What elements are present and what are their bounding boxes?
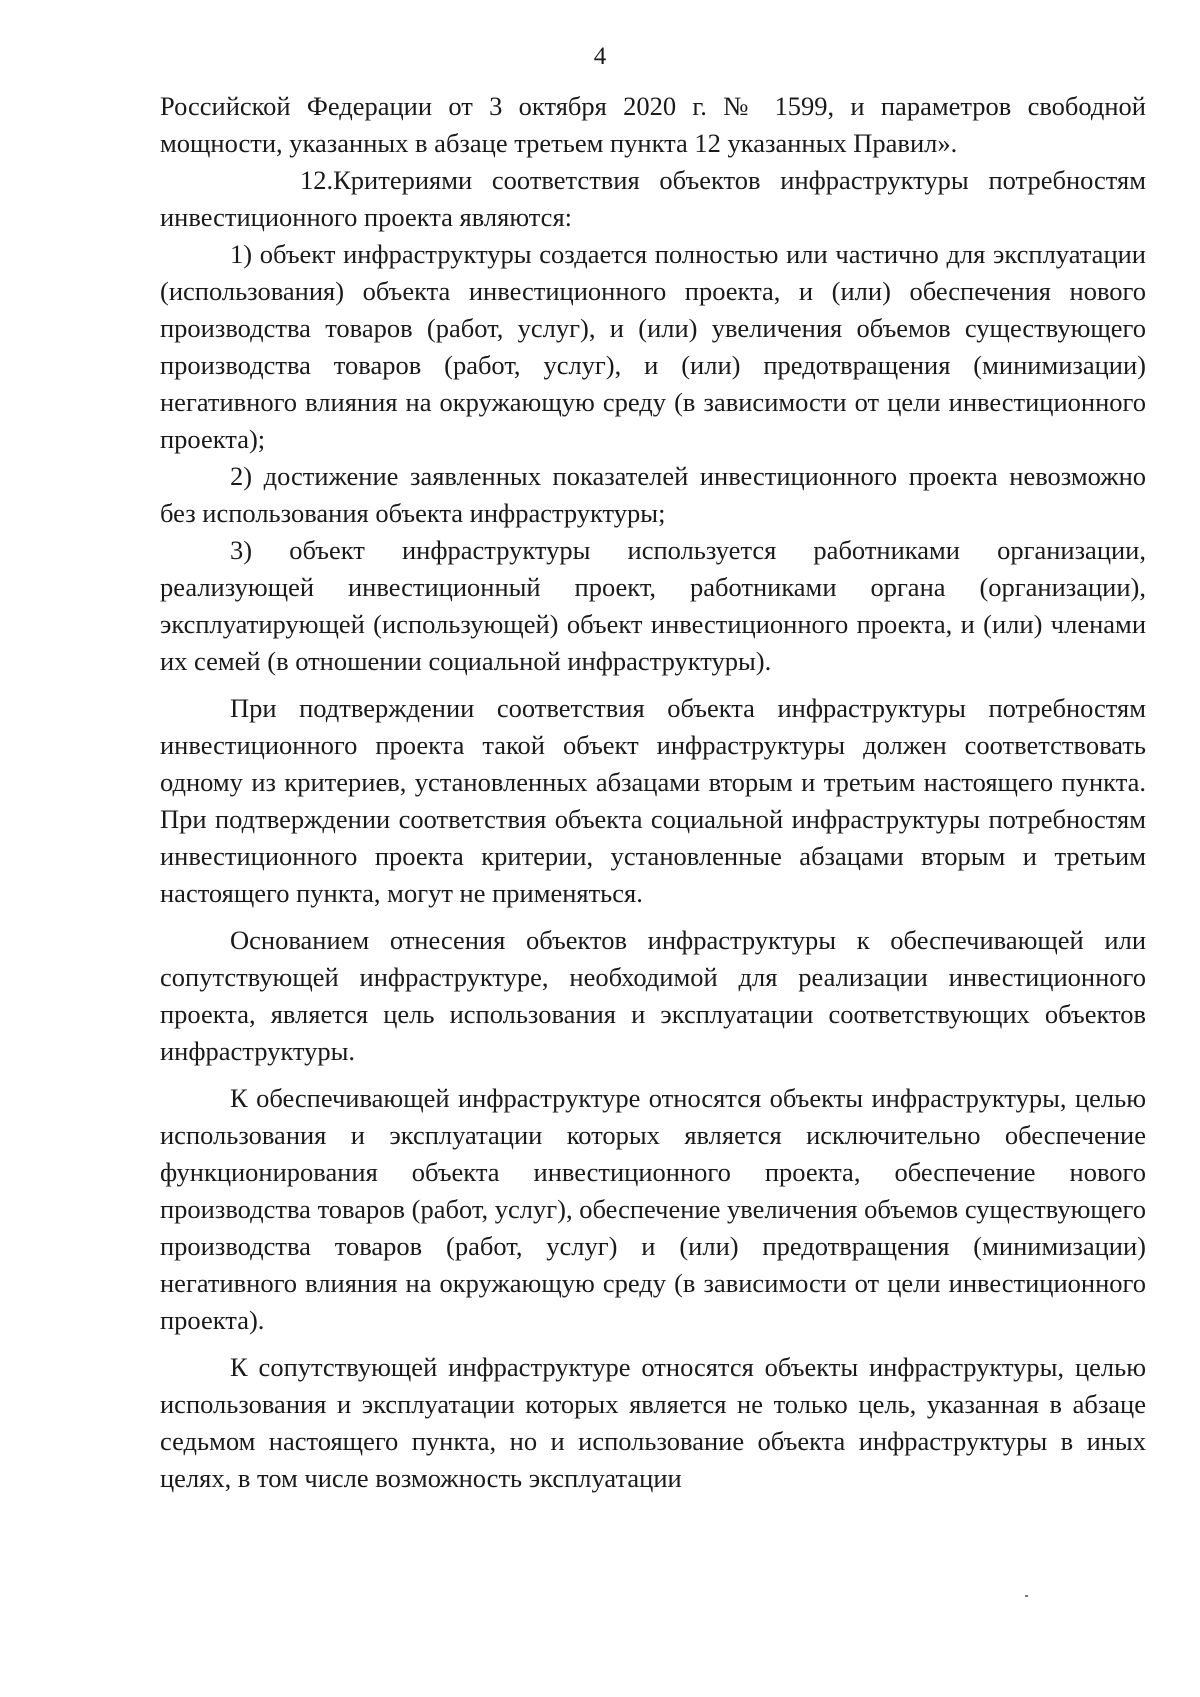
item-number: 12.: [300, 165, 334, 195]
paragraph-criterion-1: 1) объект инфраструктуры создается полностью или частично для эксплуатации (использования) объекта инвестиционного проекта, и (или) обеспечения нового производства товаров (работ, услуг), и (или) увеличения объемов существующего производства товаров (работ, услуг), и (или) предотвращения (минимизации) негативного влияния на окружающую среду (в зависимости от цели инвестиционного проекта);: [160, 239, 1146, 454]
paragraph-criterion-2: 2) достижение заявленных показателей инвестиционного проекта невозможно без использования объекта инфраструктуры;: [160, 461, 1146, 528]
document-body: [160, 88, 1146, 1497]
page-number: 4: [593, 43, 607, 70]
paragraph-basis: Основанием отнесения объектов инфраструктуры к обеспечивающей или сопутствующей инфраструктуре, необходимой для реализации инвестиционного проекта, является цель использования и эксплуатации соответствующих объектов инфраструктуры.: [160, 925, 1146, 1066]
scan-speck: [1025, 1595, 1028, 1597]
paragraph-accompanying-infrastructure: К сопутствующей инфраструктуре относятся объекты инфраструктуры, целью использования и эксплуатации которых является не только цель, указанная в абзаце седьмом настоящего пункта, но и использование объекта инфраструктуры в иных целях, в том числе возможность эксплуатации: [160, 1352, 1146, 1493]
paragraph-item-12-text: Критериями соответствия объектов инфраструктуры потребностям инвестиционного проекта являются:: [160, 165, 1146, 232]
paragraph-continuation: Российской Федерации от 3 октября 2020 г. № 1599, и параметров свободной мощности, указанных в абзаце третьем пункта 12 указанных Правил».: [160, 91, 1146, 158]
paragraph-supporting-infrastructure: К обеспечивающей инфраструктуре относятся объекты инфраструктуры, целью использования и эксплуатации которых является исключительно обеспечение функционирования объекта инвестиционного проекта, обеспечение нового производства товаров (работ, услуг), обеспечение увеличения объемов существующего производства товаров (работ, услуг) и (или) предотвращения (минимизации) негативного влияния на окружающую среду (в зависимости от цели инвестиционного проекта).: [160, 1083, 1146, 1335]
paragraph-item-12: [160, 162, 1146, 236]
paragraph-confirmation: При подтверждении соответствия объекта инфраструктуры потребностям инвестиционного проекта такой объект инфраструктуры должен соответствовать одному из критериев, установленных абзацами вторым и третьим настоящего пункта. При подтверждении соответствия объекта социальной инфраструктуры потребностям инвестиционного проекта критерии, установленные абзацами вторым и третьим настоящего пункта, могут не применяться.: [160, 693, 1146, 908]
paragraph-criterion-3: 3) объект инфраструктуры используется работниками организации, реализующей инвестиционный проект, работниками органа (организации), эксплуатирующей (использующей) объект инвестиционного проекта, и (или) членами их семей (в отношении социальной инфраструктуры).: [160, 535, 1146, 676]
